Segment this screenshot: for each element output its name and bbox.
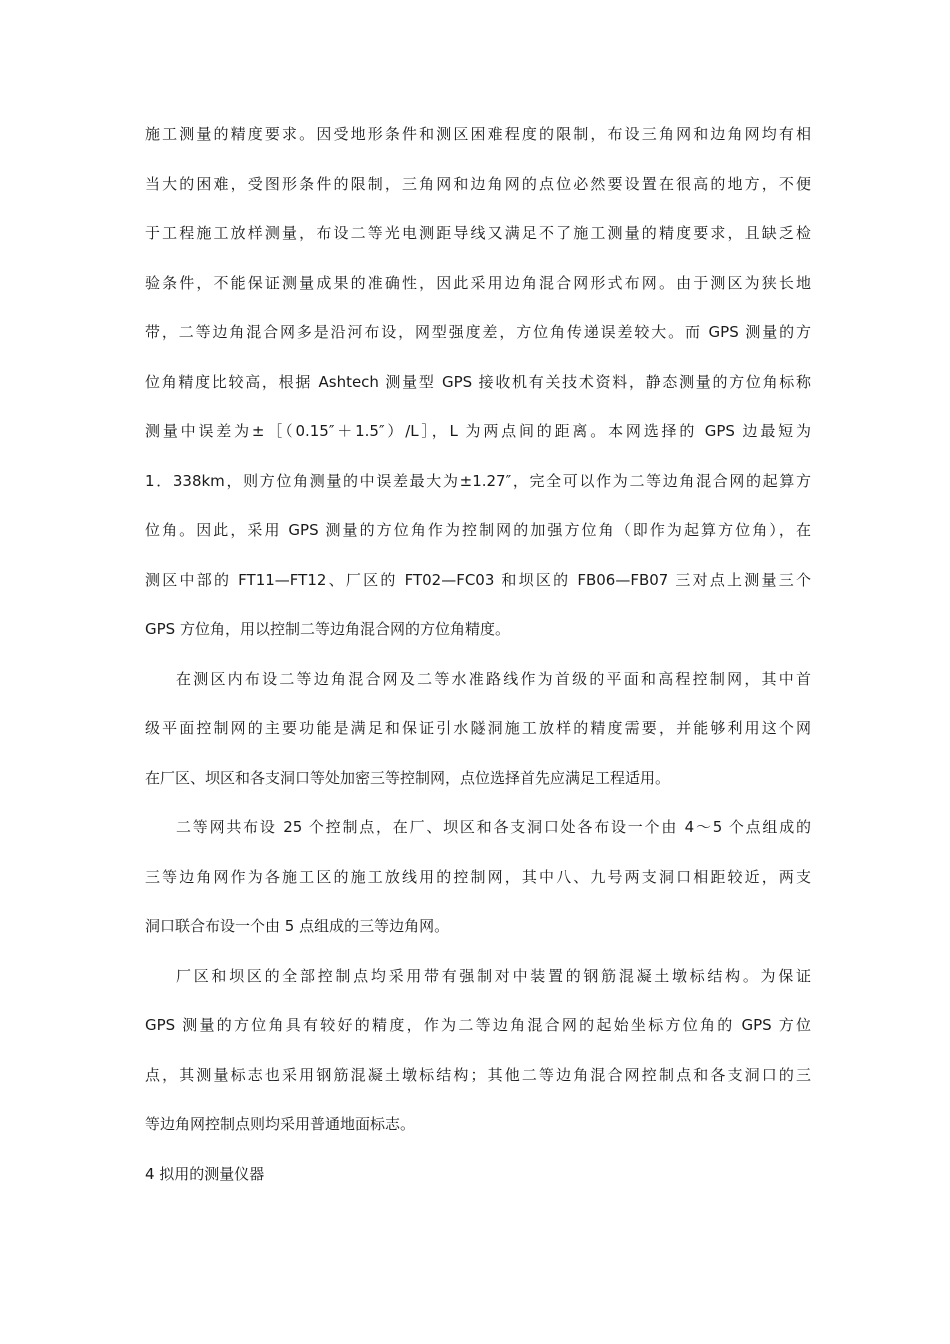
paragraph-line: 测区中部的 FT11—FT12、厂区的 FT02—FC03 和坝区的 FB06—FB07 三对点上测量三个 [145,570,811,589]
paragraph-line: 级平面控制网的主要功能是满足和保证引水隧洞施工放样的精度需要，并能够利用这个网 [145,719,811,737]
paragraph-line: 位角精度比较高，根据 Ashtech 测量型 GPS 接收机有关技术资料，静态测量的方位角标称 [145,372,811,391]
paragraph-line: 厂区和坝区的全部控制点均采用带有强制对中装置的钢筋混凝土墩标结构。为保证 [176,966,811,985]
paragraph-line: 带，二等边角混合网多是沿河布设，网型强度差，方位角传递误差较大。而 GPS 测量的方 [145,323,811,341]
paragraph-line: 点，其测量标志也采用钢筋混凝土墩标结构；其他二等边角混合网控制点和各支洞口的三 [145,1065,811,1084]
paragraph-line: 在厂区、坝区和各支洞口等处加密三等控制网，点位选择首先应满足工程适用。 [145,768,671,787]
paragraph-line: 1．338km，则方位角测量的中误差最大为±1.27″，完全可以作为二等边角混合网的起算方 [145,471,811,490]
paragraph-line: GPS 测量的方位角具有较好的精度，作为二等边角混合网的起始坐标方位角的 GPS 方位 [145,1016,811,1034]
paragraph-line: 洞口联合布设一个由 5 点组成的三等边角网。 [145,917,450,935]
paragraph-line: 当大的困难，受图形条件的限制，三角网和边角网的点位必然要设置在很高的地方，不便 [145,174,811,193]
paragraph-line: 二等网共布设 25 个控制点，在厂、坝区和各支洞口处各布设一个由 4～5 个点组成的 [176,818,811,836]
paragraph-line: 等边角网控制点则均采用普通地面标志。 [145,1115,416,1133]
paragraph-line: 施工测量的精度要求。因受地形条件和测区困难程度的限制，布设三角网和边角网均有相 [145,125,811,143]
section-heading: 4 拟用的测量仪器 [145,1164,265,1183]
paragraph-line: 三等边角网作为各施工区的施工放线用的控制网，其中八、九号两支洞口相距较近，两支 [145,867,811,886]
paragraph-line: 测量中误差为±［（0.15″＋1.5″）/L］，L 为两点间的距离。本网选择的 GPS 边最短为 [145,422,811,440]
paragraph-line: 于工程施工放样测量，布设二等光电测距导线又满足不了施工测量的精度要求，且缺乏检 [145,224,811,242]
paragraph-line: 在测区内布设二等边角混合网及二等水准路线作为首级的平面和高程控制网，其中首 [176,669,811,688]
paragraph-line: 位角。因此，采用 GPS 测量的方位角作为控制网的加强方位角（即作为起算方位角），在 [145,521,811,539]
paragraph-line: GPS 方位角，用以控制二等边角混合网的方位角精度。 [145,620,510,638]
paragraph-line: 验条件，不能保证测量成果的准确性，因此采用边角混合网形式布网。由于测区为狭长地 [145,273,811,292]
document-body [145,122,811,1211]
